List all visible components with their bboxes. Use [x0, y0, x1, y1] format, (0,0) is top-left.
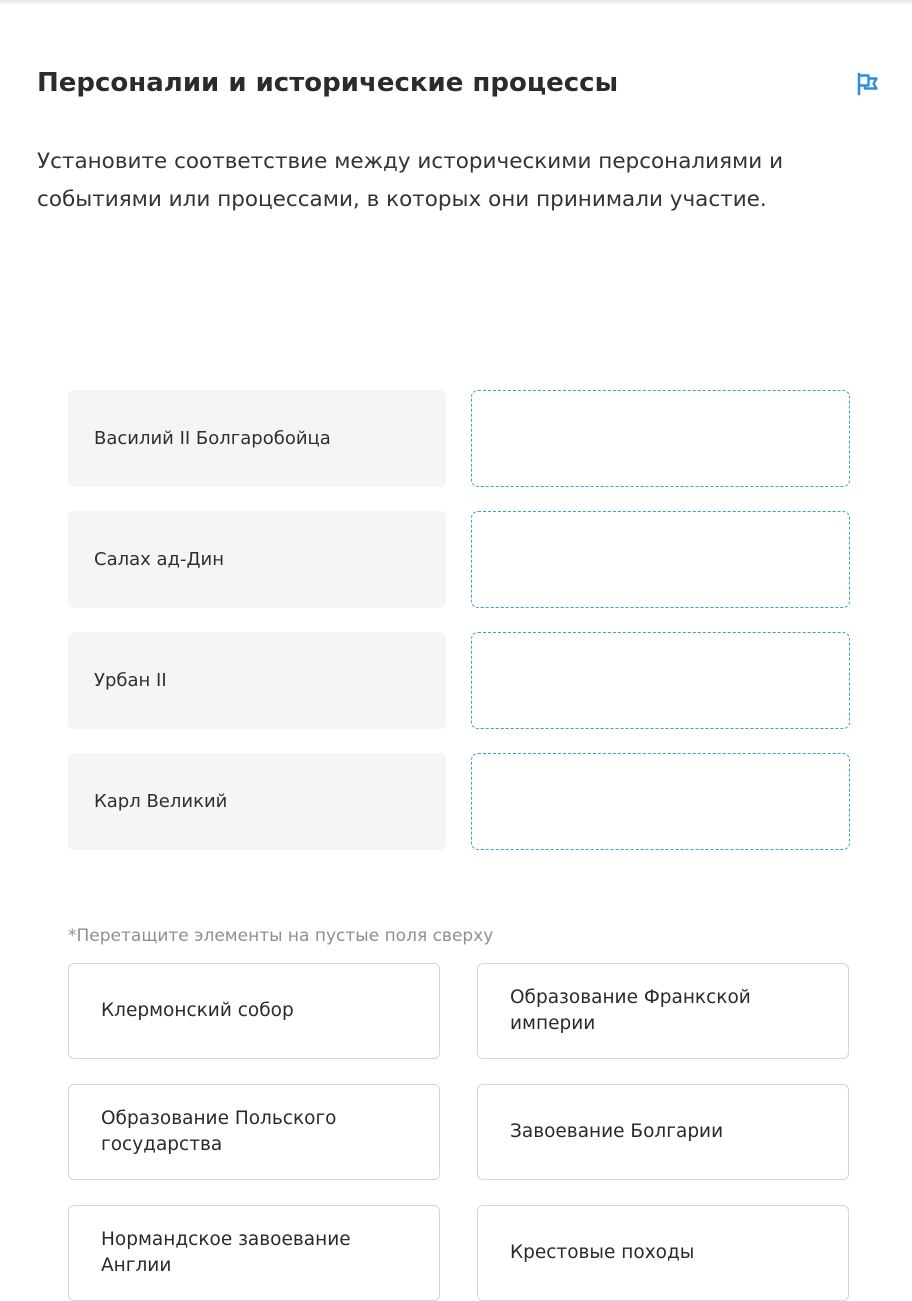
draggable-option[interactable]: Образование Франкской империи	[477, 963, 849, 1059]
person-card: Карл Великий	[68, 753, 446, 850]
match-row	[68, 390, 850, 487]
draggable-option[interactable]: Нормандское завоевание Англии	[68, 1205, 440, 1301]
draggable-option[interactable]: Завоевание Болгарии	[477, 1084, 849, 1180]
draggable-option[interactable]: Крестовые походы	[477, 1205, 849, 1301]
person-card: Василий II Болгаробойца	[68, 390, 446, 487]
task-instructions: Установите соответствие между историческими персоналиями и событиями или процессами, в которых они принимали участие.	[37, 149, 784, 212]
person-card: Салах ад-Дин	[68, 511, 446, 608]
page-title: Персоналии и исторические процессы	[37, 68, 619, 98]
drop-zone[interactable]	[471, 511, 850, 608]
flag-icon[interactable]	[854, 72, 880, 96]
top-bar-shadow	[0, 0, 912, 4]
person-card: Урбан II	[68, 632, 446, 729]
match-row	[68, 753, 850, 850]
drop-zone[interactable]	[471, 753, 850, 850]
draggable-option[interactable]: Образование Польского государства	[68, 1084, 440, 1180]
drag-hint: *Перетащите элементы на пустые поля сверху	[68, 926, 494, 946]
draggable-option[interactable]: Клермонский собор	[68, 963, 440, 1059]
match-row	[68, 511, 850, 608]
match-row	[68, 632, 850, 729]
drop-zone[interactable]	[471, 632, 850, 729]
drop-zone[interactable]	[471, 390, 850, 487]
